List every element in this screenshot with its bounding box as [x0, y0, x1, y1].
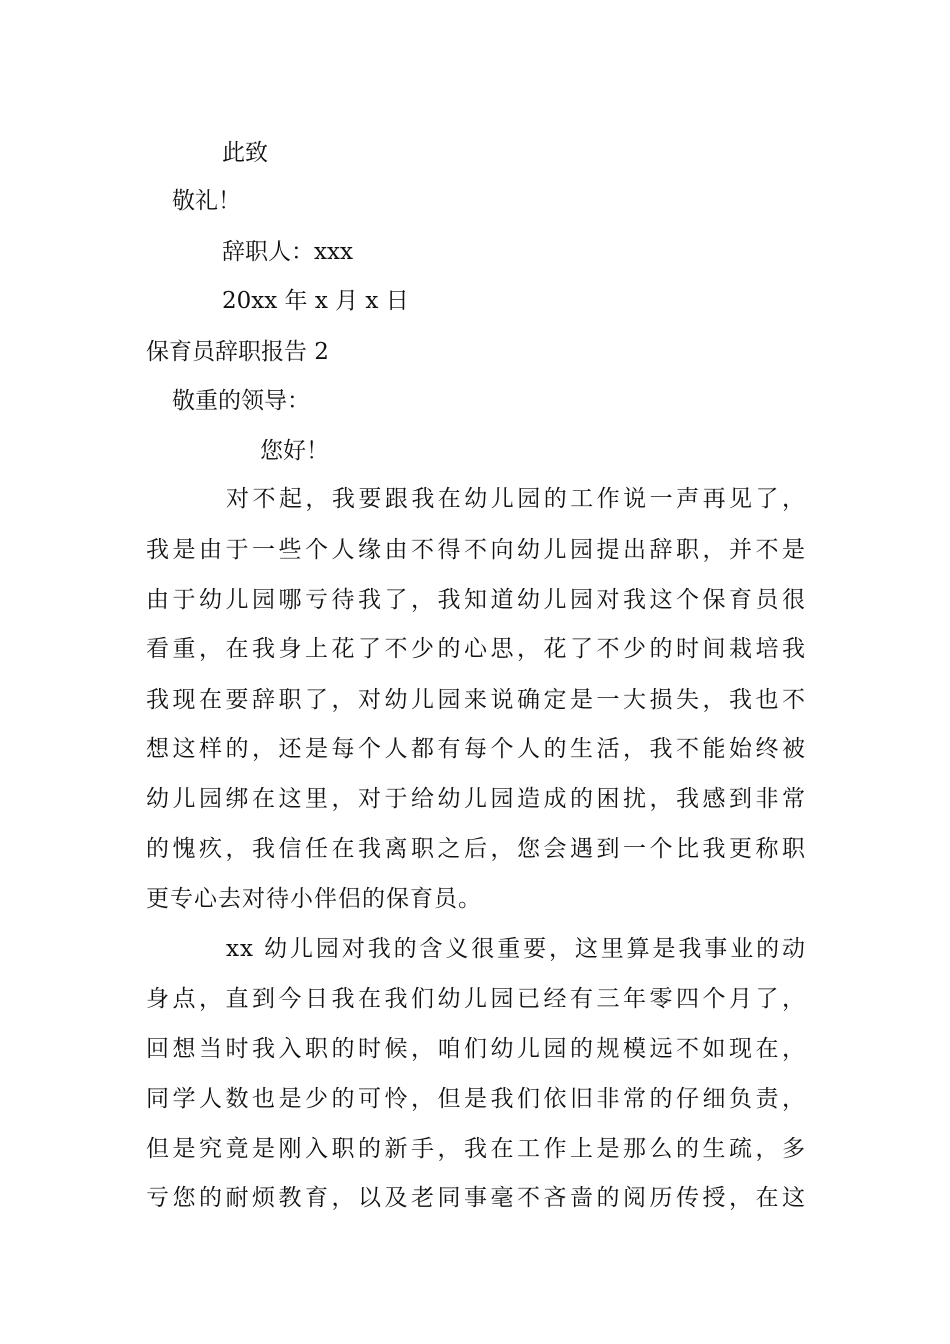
- paragraph2-line: 但是究竟是刚入职的新手，我在工作上是那么的生疏，多: [146, 1136, 806, 1162]
- paragraph1-line: 想这样的，还是每个人都有每个人的生活，我不能始终被: [146, 736, 806, 762]
- paragraph1-line: 看重，在我身上花了不少的心思，花了不少的时间栽培我: [146, 636, 806, 662]
- paragraph1-line: 对不起，我要跟我在幼儿园的工作说一声再见了，: [226, 486, 806, 512]
- paragraph1-line: 的愧疚，我信任在我离职之后，您会遇到一个比我更称职: [146, 836, 806, 862]
- paragraph1-line: 幼儿园绑在这里，对于给幼儿园造成的困扰，我感到非常: [146, 786, 806, 812]
- paragraph1-line: 更专心去对待小伴侣的保育员。: [146, 886, 482, 912]
- paragraph2-line: 回想当时我入职的时候，咱们幼儿园的规模远不如现在，: [146, 1036, 806, 1062]
- paragraph1-line: 我现在要辞职了，对幼儿园来说确定是一大损失，我也不: [146, 687, 806, 713]
- closing-respect: 敬礼！: [172, 188, 241, 214]
- paragraph2-line: 同学人数也是少的可怜，但是我们依旧非常的仔细负责，: [146, 1086, 806, 1112]
- letter2-title: 保育员辞职报告 2: [146, 339, 329, 365]
- closing-date: 20xx 年 x 月 x 日: [222, 288, 409, 314]
- closing-salutation: 此致: [222, 140, 268, 166]
- paragraph2-line: xx 幼儿园对我的含义很重要，这里算是我事业的动: [226, 936, 806, 962]
- letter2-addressee: 敬重的领导：: [172, 388, 310, 414]
- paragraph2-line: 身点，直到今日我在我们幼儿园已经有三年零四个月了，: [146, 986, 806, 1012]
- paragraph2-line: 亏您的耐烦教育，以及老同事毫不吝啬的阅历传授，在这: [146, 1185, 806, 1211]
- paragraph1-line: 由于幼儿园哪亏待我了，我知道幼儿园对我这个保育员很: [146, 587, 806, 613]
- closing-signer: 辞职人：xxx: [222, 239, 353, 265]
- paragraph1-line: 我是由于一些个人缘由不得不向幼儿园提出辞职，并不是: [146, 537, 806, 563]
- letter2-greeting: 您好！: [260, 438, 329, 464]
